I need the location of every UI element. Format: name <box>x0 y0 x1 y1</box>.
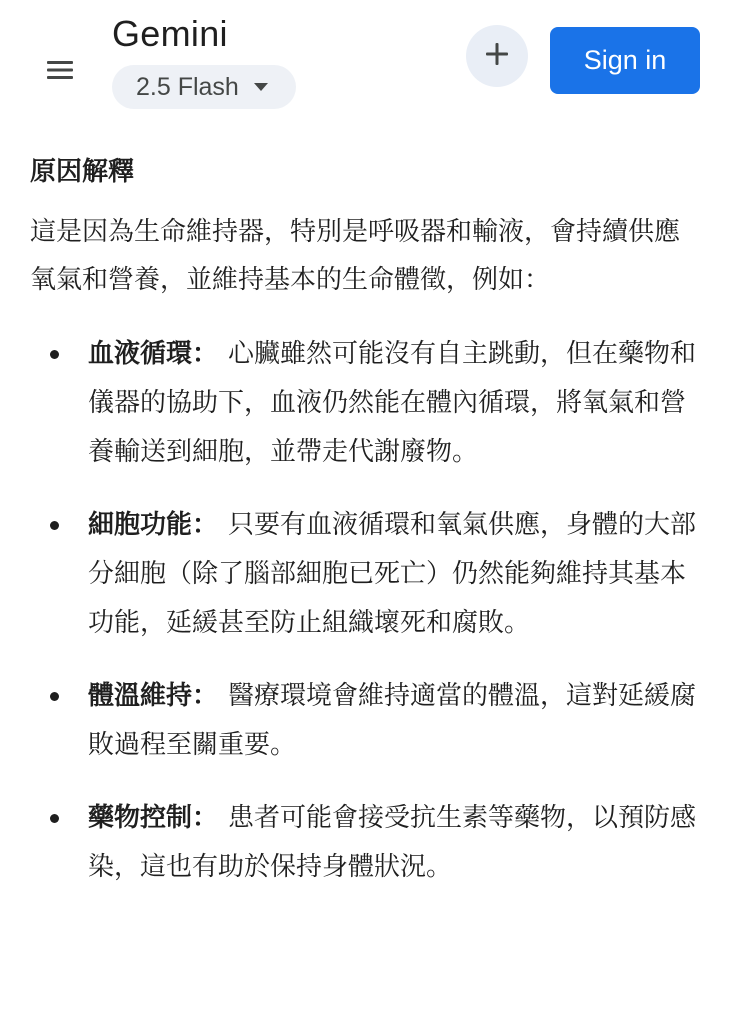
explanation-list <box>30 330 702 892</box>
caret-down-icon <box>253 82 269 92</box>
bullet-text: 醫療環境會維持適當的體溫，這對延緩腐敗過程至關重要。 <box>88 681 697 760</box>
model-selector-label: 2.5 Flash <box>136 72 239 101</box>
intro-paragraph: 這是因為生命維持器，特別是呼吸器和輸液，會持續供應氧氣和營養，並維持基本的生命體徵，例如： <box>30 217 681 295</box>
list-item <box>30 794 702 892</box>
plus-icon <box>484 41 510 71</box>
bullet-colon: ： <box>192 510 219 540</box>
list-item <box>30 501 702 648</box>
bullet-text: 患者可能會接受抗生素等藥物，以預防感染，這也有助於保持身體狀況。 <box>88 803 697 882</box>
bullet-dot <box>50 521 59 530</box>
bullet-dot <box>50 350 59 359</box>
new-chat-button[interactable] <box>466 25 528 87</box>
bullet-term: 細胞功能 <box>88 510 193 540</box>
response-content <box>30 150 702 916</box>
hamburger-menu-icon <box>46 59 74 81</box>
bullet-text: 心臟雖然可能沒有自主跳動，但在藥物和儀器的協助下，血液仍然能在體內循環，將氧氣和營養輸送到細胞，並帶走代謝廢物。 <box>88 339 697 467</box>
list-item <box>30 330 702 477</box>
bullet-colon: ： <box>192 339 219 369</box>
bullet-colon: ： <box>192 681 219 711</box>
bullet-term: 血液循環 <box>88 339 193 369</box>
section-heading: 原因解釋 <box>30 157 135 187</box>
main-menu-button[interactable] <box>30 48 90 92</box>
list-item <box>30 672 702 770</box>
model-selector[interactable] <box>112 65 296 109</box>
bullet-text: 只要有血液循環和氧氣供應，身體的大部分細胞（除了腦部細胞已死亡）仍然能夠維持其基本功能，延緩甚至防止組織壞死和腐敗。 <box>88 510 697 638</box>
bullet-dot <box>50 692 59 701</box>
app-header <box>0 0 738 130</box>
bullet-term: 藥物控制 <box>88 803 193 833</box>
bullet-colon: ： <box>192 803 219 833</box>
bullet-dot <box>50 814 59 823</box>
app-title: Gemini <box>112 13 228 54</box>
sign-in-button[interactable]: Sign in <box>550 27 700 94</box>
bullet-term: 體溫維持 <box>88 681 193 711</box>
